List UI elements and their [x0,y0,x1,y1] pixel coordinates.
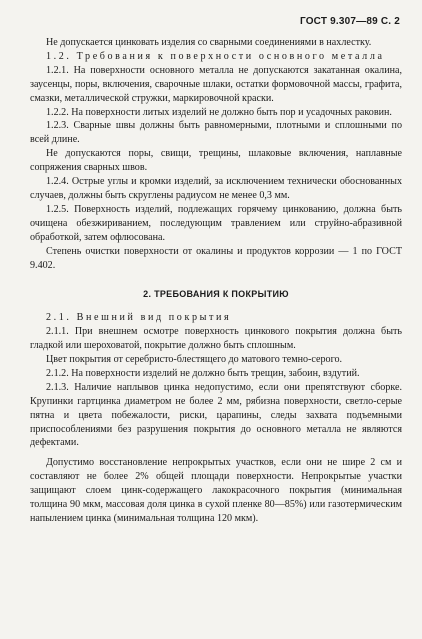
paragraph: 1.2.4. Острые углы и кромки изделий, за исключением технически обоснованных случаев, должны быть скруглены радиусом не менее 0,3 мм. [30,176,402,201]
page-header: ГОСТ 9.307—89 С. 2 [299,16,400,27]
paragraph: 1.2.2. На поверхности литых изделий не должно быть пор и усадочных раковин. [46,106,392,118]
subsection-heading: 2.1. Внешний вид покрытия [46,312,232,324]
paragraph: Степень очистки поверхности от окалины и продуктов коррозии — 1 по ГОСТ 9.402. [30,245,402,271]
paragraph: Допустимо восстановление непрокрытых участков, если они не шире 2 см и составляют не более 2% общей площади поверхности. Непрокрытые участки защищают слоем цинк-содержащего лакокрасочного покрытия (минимальная толщина 90 мкм, массовая доля цинка в сухой пленке 80—85%) или газотермическим напылением цинка (минимальная толщина 120 мкм). [30,457,402,524]
section-title: 2. ТРЕБОВАНИЯ К ПОКРЫТИЮ [143,289,289,300]
document-body [30,36,402,526]
subsection-heading: 1.2. Требования к поверхности основного металла [46,50,385,62]
paragraph: Цвет покрытия от серебристо-блестящего до матового темно-серого. [46,354,343,366]
paragraph: Не допускается цинковать изделия со сварными соединениями в нахлестку. [46,37,372,48]
paragraph: Не допускаются поры, свищи, трещины, шлаковые включения, наплавные сопряжения сварных швов. [30,148,402,174]
paragraph: 2.1.3. Наличие наплывов цинка недопустимо, если они препятствуют сборке. Крупинки гартцинка диаметром не более 2 мм, рябизна поверхности, светло-серые пятна и цвета побежалости, риски, царапины, следы захвата подъемными приспособлениями без разрушения покрытия до основного металла не являются дефектами. [30,381,402,449]
paragraph: 2.1.2. На поверхности изделий не должно быть трещин, забоин, вздутий. [46,367,360,379]
paragraph: 1.2.3. Сварные швы должны быть равномерными, плотными и сплошными по всей длине. [30,120,402,146]
paragraph: 1.2.1. На поверхности основного металла не допускаются закатанная окалина, заусенцы, поры, включения, сварочные шлаки, остатки формовочной массы, графита, смазки, металлической стружки, маркировочной краски. [30,64,402,104]
paragraph: 2.1.1. При внешнем осмотре поверхность цинкового покрытия должна быть гладкой или шероховатой, покрытие должно быть сплошным. [30,326,402,352]
paragraph: 1.2.5. Поверхность изделий, подлежащих горячему цинкованию, должна быть очищена обезжириванием, последующим травлением или струйно-абразивной обработкой, затем офлюсована. [30,203,402,243]
